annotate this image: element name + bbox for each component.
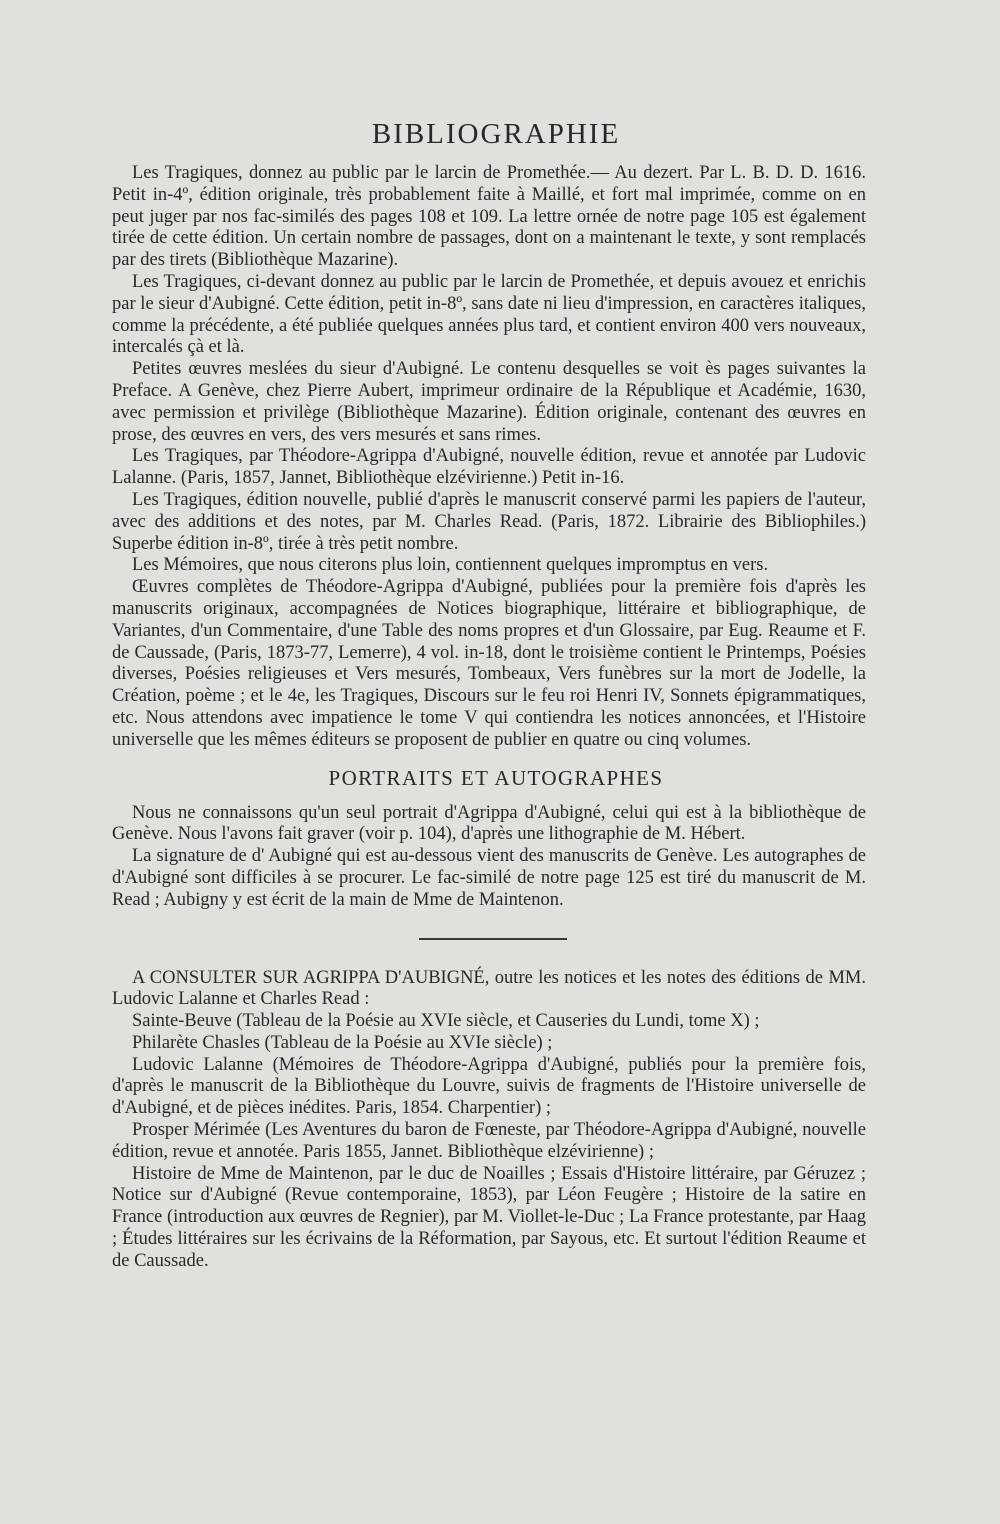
consult-paragraph: Histoire de Mme de Maintenon, par le duc de Noailles ; Essais d'Histoire littéraire, par Géruzez ; Notice sur d'Aubigné (Revue contemporaine, 1853), par Léon Feugère ; Histoire de la satire en France (introduction aux œuvres de Regnier), par M. Viollet-le-Duc ; La France protestante, par Haag ; Études littéraires sur les écrivains de la Réformation, par Sayous, etc. Et surtout l'édition Reaume et de Caussade. bbox=[112, 1163, 866, 1271]
bibliography-entry: Les Tragiques, par Théodore-Agrippa d'Aubigné, nouvelle édition, revue et annotée par Ludovic Lalanne. (Paris, 1857, Jannet, Bibliothèque elzévirienne.) Petit in-16. bbox=[112, 446, 866, 489]
bibliography-entry: Les Tragiques, ci-devant donnez au public par le larcin de Promethée, et depuis avouez et enrichis par le sieur d'Aubigné. Cette édition, petit in-8º, sans date ni lieu d'impression, en caractères italiques, comme la précédente, a été publiée quelques années plus tard, et contient environ 400 vers nouveaux, intercalés çà et là. bbox=[112, 271, 866, 358]
portraits-section bbox=[112, 803, 866, 912]
consult-paragraph: Sainte-Beuve (Tableau de la Poésie au XVIe siècle, et Causeries du Lundi, tome X) ; bbox=[132, 1011, 760, 1032]
consult-section bbox=[112, 968, 866, 1273]
consult-paragraph: A CONSULTER SUR AGRIPPA D'AUBIGNÉ, outre les notices et les notes des éditions de MM. Ludovic Lalanne et Charles Read : bbox=[112, 967, 866, 1010]
consult-paragraph: Philarète Chasles (Tableau de la Poésie au XVIe siècle) ; bbox=[132, 1032, 553, 1053]
bibliography-entry: Les Tragiques, donnez au public par le larcin de Promethée.— Au dezert. Par L. B. D. D. 1616. Petit in-4º, édition originale, très probablement faite à Maillé, et fort mal imprimée, comme on en peut juger par nos fac-similés des pages 108 et 109. La lettre ornée de notre page 105 est également tirée de cette édition. Un certain nombre de passages, dont on a maintenant le texte, y sont remplacés par des tirets (Bibliothèque Mazarine). bbox=[112, 163, 866, 271]
bibliography-list bbox=[112, 163, 866, 752]
bibliography-entry: Les Tragiques, édition nouvelle, publié d'après le manuscrit conservé parmi les papiers de l'auteur, avec des additions et des notes, par M. Charles Read. (Paris, 1872. Librairie des Bibliophiles.) Superbe édition in-8º, tirée à très petit nombre. bbox=[112, 489, 866, 554]
section-divider bbox=[419, 938, 567, 940]
bibliography-entry: Petites œuvres meslées du sieur d'Aubigné. Le contenu desquelles se voit ès pages suivantes la Preface. A Genève, chez Pierre Aubert, imprimeur ordinaire de la République et Académie, 1630, avec permission et privilège (Bibliothèque Mazarine). Édition originale, contenant des œuvres en prose, des œuvres en vers, des vers mesurés et sans rimes. bbox=[112, 359, 866, 445]
section-heading: PORTRAITS ET AUTOGRAPHES bbox=[328, 765, 664, 790]
bibliography-entry: Œuvres complètes de Théodore-Agrippa d'Aubigné, publiées pour la première fois d'après les manuscrits originaux, accompagnées de Notices biographique, littéraire et bibliographique, de Variantes, d'un Commentaire, d'une Table des noms propres et d'un Glossaire, par Eug. Reaume et F. de Caussade, (Paris, 1873-77, Lemerre), 4 vol. in-18, dont le troisième contient le Printemps, Poésies diverses, Poésies religieuses et Vers mesurés, Tombeaux, Vers funèbres sur la mort de Jodelle, la Création, poème ; et le 4e, les Tragiques, Discours sur le feu roi Henri IV, Sonnets épigrammatiques, etc. Nous attendons avec impatience le tome V qui contiendra les notices annoncées, et l'Histoire universelle que les mêmes éditeurs se proposent de publier en quatre ou cinq volumes. bbox=[112, 577, 866, 750]
bibliography-entry: Les Mémoires, que nous citerons plus loin, contiennent quelques impromptus en vers. bbox=[132, 555, 769, 576]
consult-paragraph: Ludovic Lalanne (Mémoires de Théodore-Agrippa d'Aubigné, publiés pour la première fois, d'après le manuscrit de la Bibliothèque du Louvre, suivis de fragments de l'Histoire universelle de d'Aubigné, et de pièces inédites. Paris, 1854. Charpentier) ; bbox=[112, 1054, 866, 1119]
page-title: BIBLIOGRAPHIE bbox=[371, 118, 621, 150]
portraits-paragraph: Nous ne connaissons qu'un seul portrait d'Agrippa d'Aubigné, celui qui est à la bibliothèque de Genève. Nous l'avons fait graver (voir p. 104), d'après une lithographie de M. Hébert. bbox=[112, 802, 866, 845]
consult-paragraph: Prosper Mérimée (Les Aventures du baron de Fœneste, par Théodore-Agrippa d'Aubigné, nouvelle édition, revue et annotée. Paris 1855, Jannet. Bibliothèque elzévirienne) ; bbox=[112, 1120, 866, 1162]
portraits-paragraph: La signature de d' Aubigné qui est au-dessous vient des manuscrits de Genève. Les autographes de d'Aubigné sont difficiles à se procurer. Le fac-similé de notre page 125 est tiré du manuscrit de M. Read ; Aubigny y est écrit de la main de Mme de Maintenon. bbox=[112, 846, 866, 910]
